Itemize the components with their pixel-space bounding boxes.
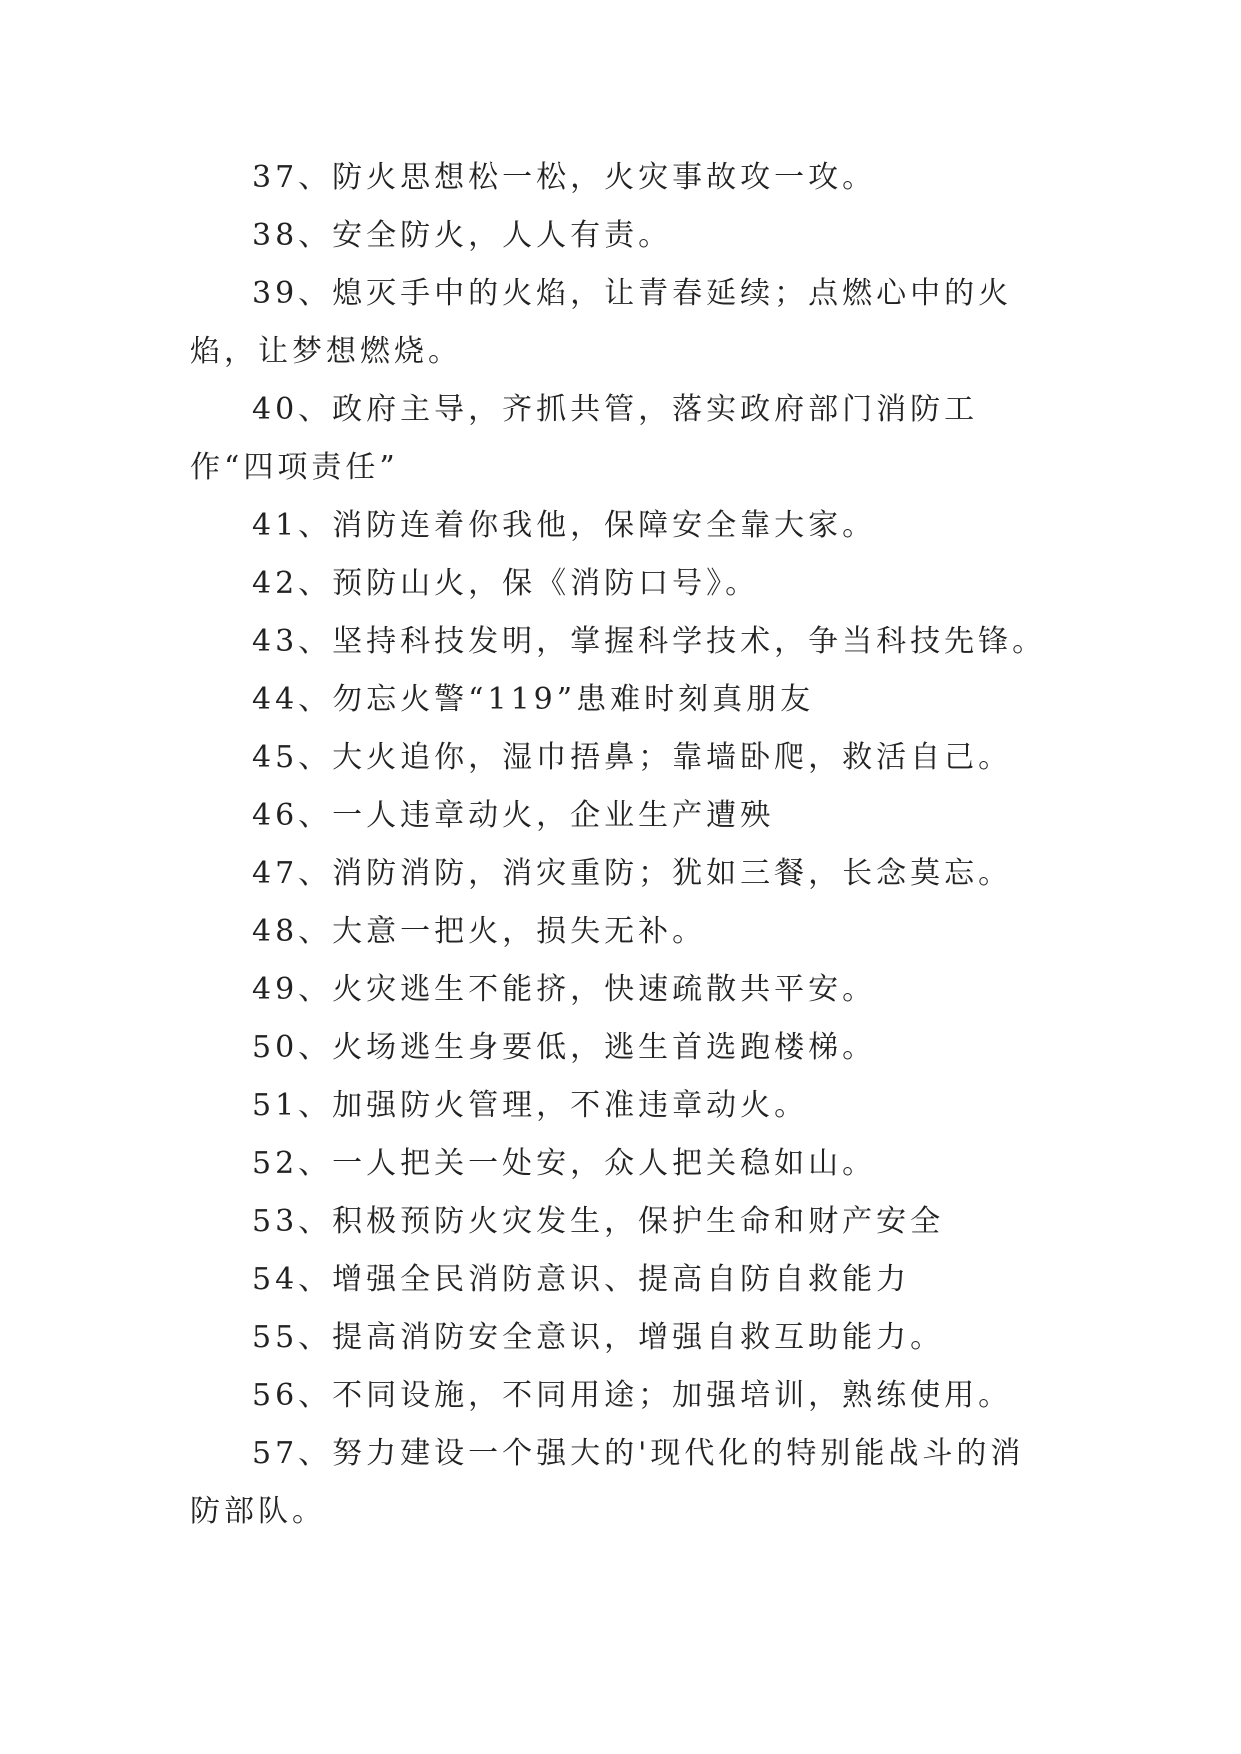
slogan-paragraph: 48、大意一把火，损失无补。 <box>252 914 707 949</box>
slogan-paragraph: 55、提高消防安全意识，增强自救互助能力。 <box>252 1320 945 1355</box>
slogan-paragraph: 41、消防连着你我他，保障安全靠大家。 <box>252 508 877 543</box>
slogan-paragraph: 51、加强防火管理，不准违章动火。 <box>252 1088 809 1123</box>
slogan-list <box>190 149 1050 1541</box>
slogan-paragraph: 53、积极预防火灾发生，保护生命和财产安全 <box>252 1204 945 1239</box>
slogan-paragraph: 50、火场逃生身要低，逃生首选跑楼梯。 <box>252 1030 877 1065</box>
slogan-paragraph: 47、消防消防，消灾重防；犹如三餐，长念莫忘。 <box>252 856 1013 891</box>
slogan-paragraph: 49、火灾逃生不能挤，快速疏散共平安。 <box>252 972 877 1007</box>
slogan-paragraph: 40、政府主导，齐抓共管，落实政府部门消防工作“四项责任” <box>190 392 979 485</box>
slogan-paragraph: 38、安全防火，人人有责。 <box>252 218 673 253</box>
slogan-paragraph: 57、努力建设一个强大的'现代化的特别能战斗的消防部队。 <box>190 1436 1025 1529</box>
slogan-paragraph: 39、熄灭手中的火焰，让青春延续；点燃心中的火焰，让梦想燃烧。 <box>190 276 1013 369</box>
slogan-paragraph: 44、勿忘火警“119”患难时刻真朋友 <box>252 682 815 717</box>
slogan-paragraph: 54、增强全民消防意识、提高自防自救能力 <box>252 1262 911 1297</box>
slogan-paragraph: 37、防火思想松一松，火灾事故攻一攻。 <box>252 160 877 195</box>
slogan-paragraph: 45、大火追你，湿巾捂鼻；靠墙卧爬，救活自己。 <box>252 740 1013 775</box>
slogan-paragraph: 42、预防山火，保《消防口号》。 <box>252 566 760 601</box>
slogan-paragraph: 52、一人把关一处安，众人把关稳如山。 <box>252 1146 877 1181</box>
slogan-paragraph: 46、一人违章动火，企业生产遭殃 <box>252 798 775 833</box>
slogan-paragraph: 43、坚持科技发明，掌握科学技术，争当科技先锋。 <box>252 624 1047 659</box>
slogan-paragraph: 56、不同设施，不同用途；加强培训，熟练使用。 <box>252 1378 1013 1413</box>
